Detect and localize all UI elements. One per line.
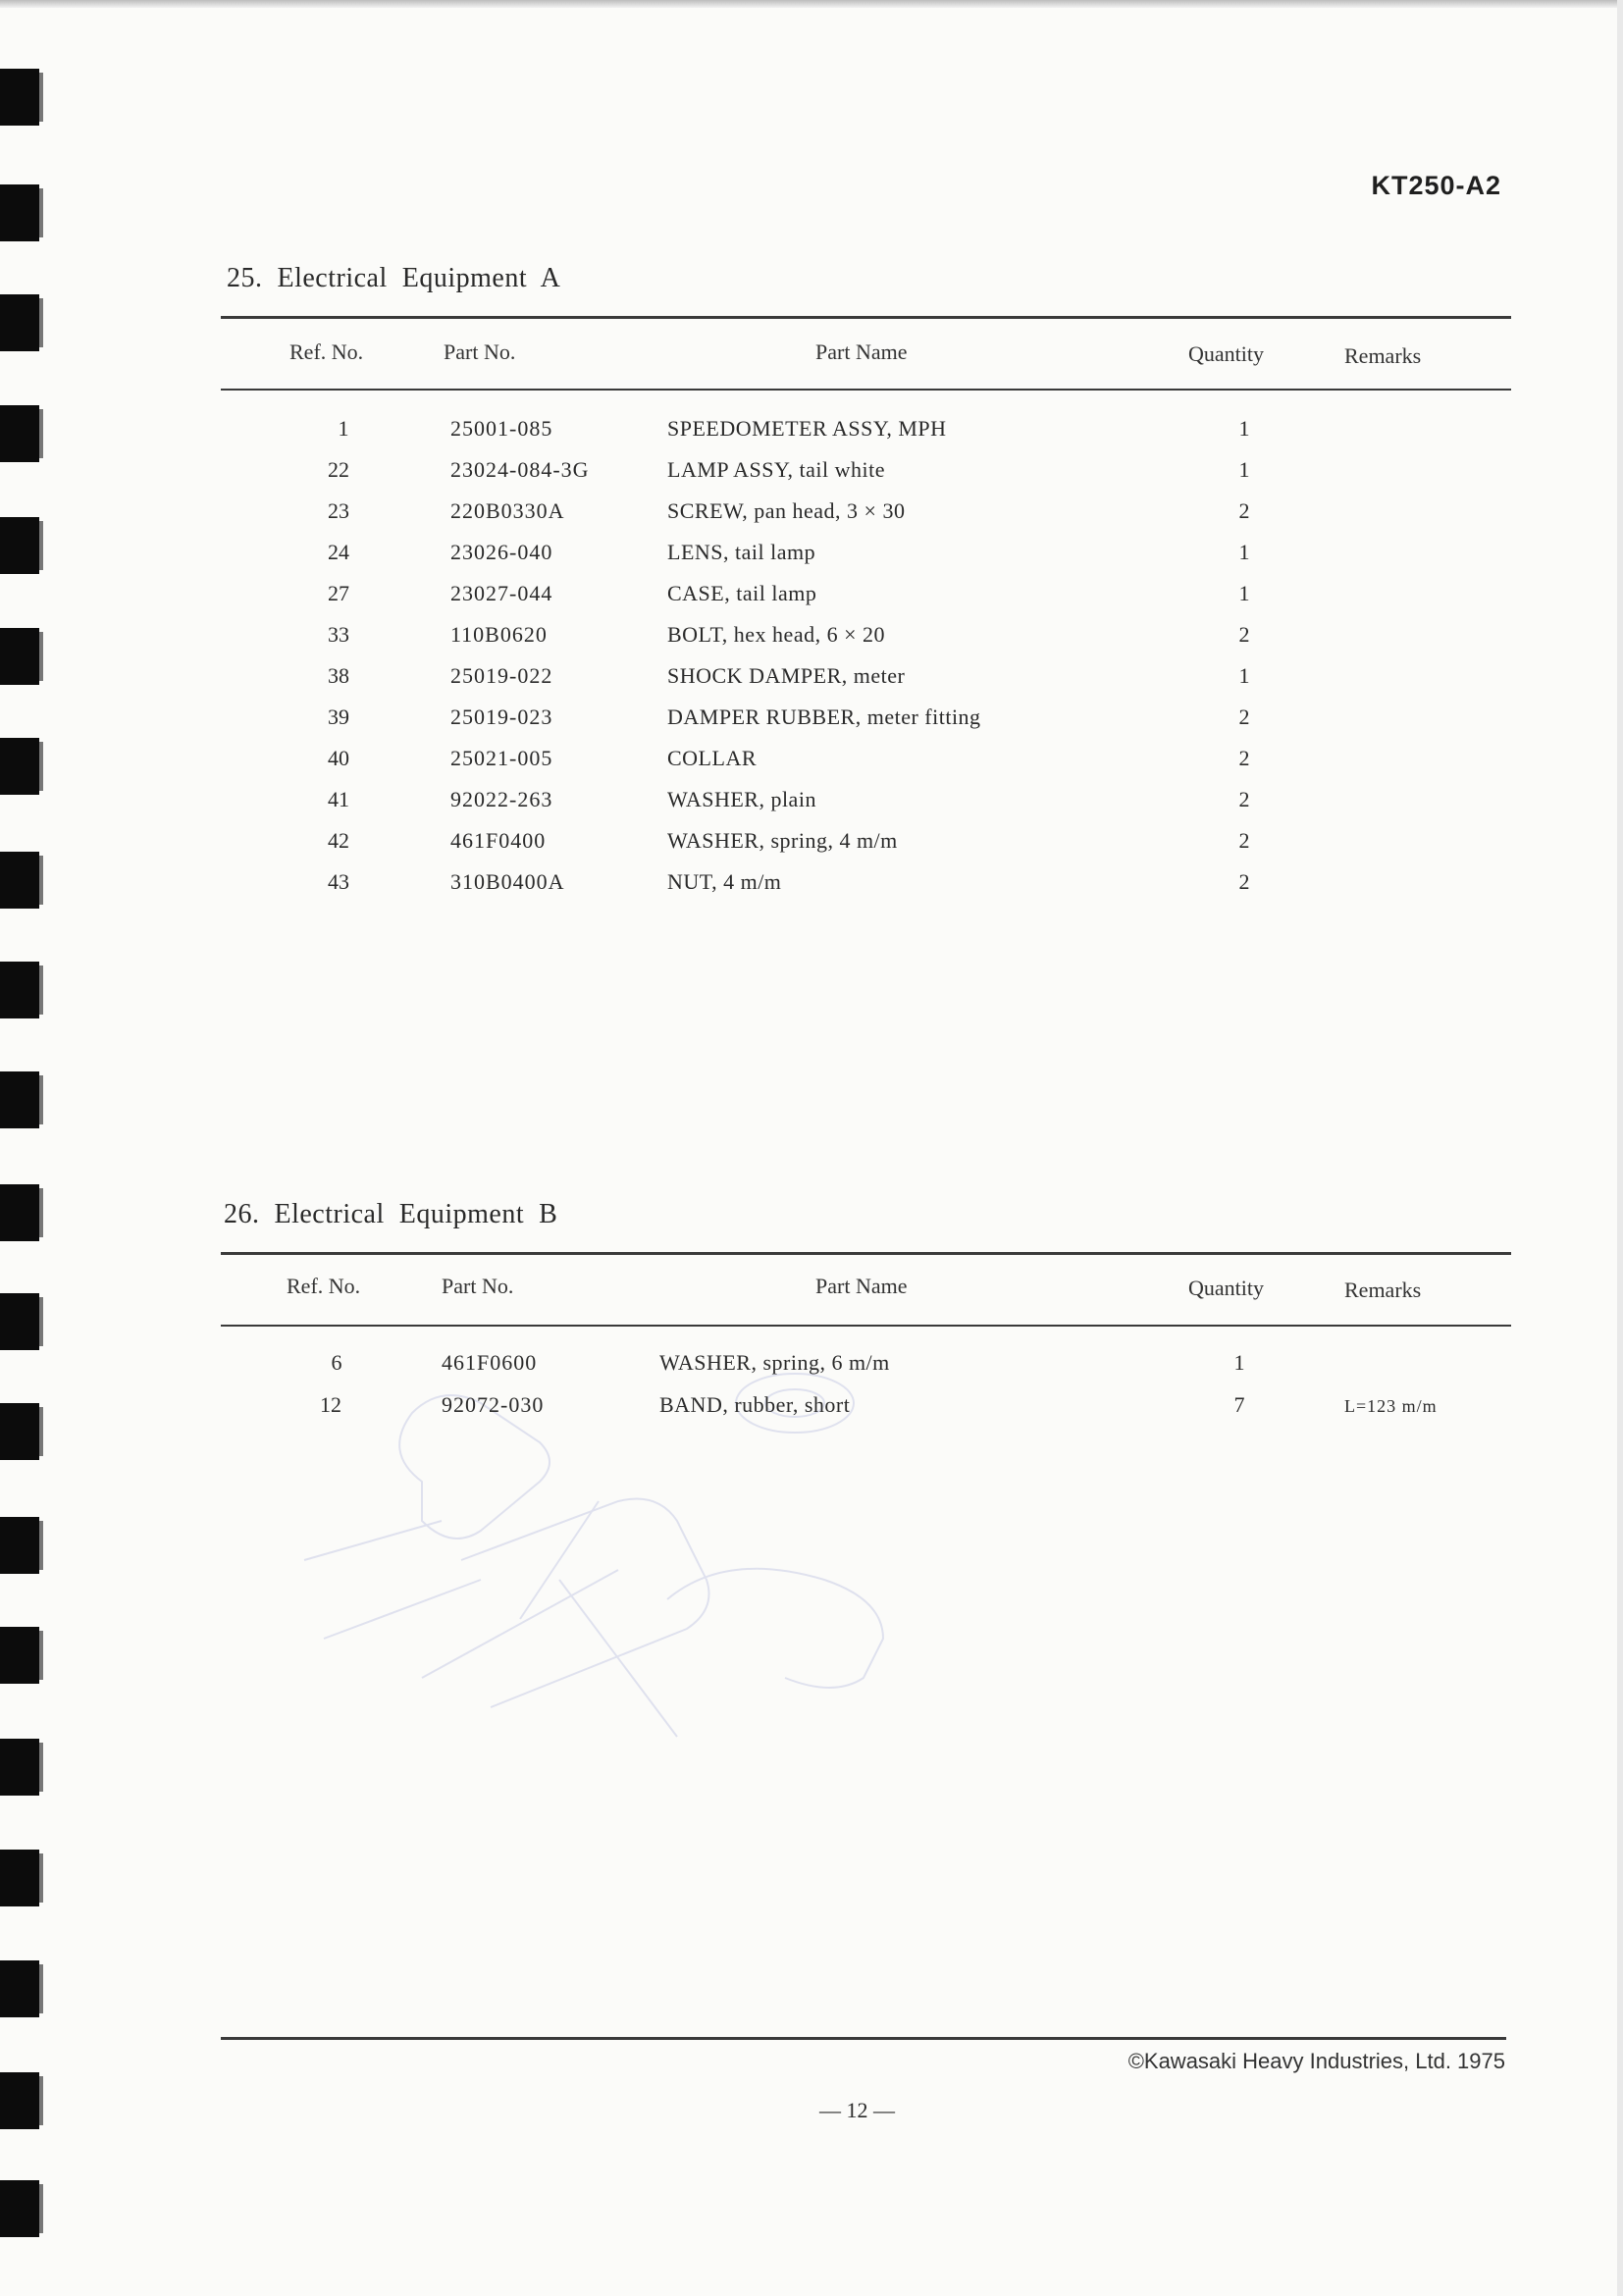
- ref-cell: 1: [338, 416, 349, 441]
- col-part-no-header: Part No.: [442, 1274, 514, 1298]
- part-name-cell: SCREW, pan head, 3 × 30: [667, 498, 906, 523]
- table-top-rule: [221, 1252, 1511, 1255]
- ref-cell: 27: [328, 581, 349, 605]
- ref-cell: 39: [328, 704, 349, 729]
- part-name-cell: NUT, 4 m/m: [667, 869, 782, 894]
- qty-cell: 1: [1238, 581, 1250, 605]
- table-row: [221, 540, 1511, 579]
- col-part-no-header: Part No.: [444, 339, 516, 364]
- ref-cell: 42: [328, 828, 349, 853]
- col-quantity-header: Quantity: [1188, 1276, 1264, 1300]
- part-no-cell: 310B0400A: [450, 869, 565, 894]
- table-row: [221, 1392, 1511, 1432]
- table-row: [221, 663, 1511, 703]
- qty-cell: 2: [1238, 828, 1250, 853]
- col-remarks-header: Remarks: [1344, 1278, 1422, 1302]
- section-electrical-equipment-b: [221, 1191, 1511, 1446]
- table-header-rule: [221, 1325, 1511, 1327]
- qty-cell: 1: [1233, 1350, 1245, 1375]
- ref-cell: 38: [328, 663, 349, 688]
- binding-holes: [0, 0, 59, 2296]
- table-row: [221, 1350, 1511, 1389]
- ref-cell: 12: [320, 1392, 341, 1417]
- model-code: KT250-A2: [1371, 171, 1501, 200]
- qty-cell: 1: [1238, 540, 1250, 564]
- part-no-cell: 23026-040: [450, 540, 553, 564]
- table-row: [221, 704, 1511, 744]
- qty-cell: 2: [1238, 622, 1250, 647]
- col-quantity-header: Quantity: [1188, 341, 1264, 366]
- table-row: [221, 581, 1511, 620]
- part-name-cell: CASE, tail lamp: [667, 581, 817, 605]
- table-row: [221, 746, 1511, 785]
- qty-cell: 1: [1238, 457, 1250, 482]
- table-top-rule: [221, 316, 1511, 319]
- qty-cell: 2: [1238, 746, 1250, 770]
- part-name-cell: WASHER, plain: [667, 787, 816, 811]
- section-title: 25. Electrical Equipment A: [227, 263, 561, 293]
- qty-cell: 1: [1238, 663, 1250, 688]
- col-part-name-header: Part Name: [815, 1274, 908, 1298]
- part-no-cell: 92072-030: [442, 1392, 545, 1417]
- part-no-cell: 23024-084-3G: [450, 457, 590, 482]
- table-row: [221, 457, 1511, 496]
- part-name-cell: DAMPER RUBBER, meter fitting: [667, 704, 981, 729]
- table-row: [221, 869, 1511, 909]
- part-name-cell: LENS, tail lamp: [667, 540, 816, 564]
- qty-cell: 1: [1238, 416, 1250, 441]
- section-title: 26. Electrical Equipment B: [224, 1199, 558, 1229]
- copyright-notice: ©Kawasaki Heavy Industries, Ltd. 1975: [1127, 2049, 1505, 2073]
- part-no-cell: 92022-263: [450, 787, 553, 811]
- part-name-cell: COLLAR: [667, 746, 757, 770]
- part-name-cell: BAND, rubber, short: [659, 1392, 851, 1417]
- part-name-cell: BOLT, hex head, 6 × 20: [667, 622, 885, 647]
- part-no-cell: 461F0600: [442, 1350, 538, 1375]
- ref-cell: 22: [328, 457, 349, 482]
- qty-cell: 2: [1238, 704, 1250, 729]
- part-no-cell: 220B0330A: [450, 498, 565, 523]
- col-ref-header: Ref. No.: [287, 1274, 361, 1298]
- part-name-cell: WASHER, spring, 6 m/m: [659, 1350, 890, 1375]
- part-name-cell: SHOCK DAMPER, meter: [667, 663, 906, 688]
- ref-cell: 41: [328, 787, 349, 811]
- qty-cell: 7: [1233, 1392, 1245, 1417]
- part-no-cell: 25019-022: [450, 663, 553, 688]
- part-name-cell: WASHER, spring, 4 m/m: [667, 828, 898, 853]
- part-no-cell: 25001-085: [450, 416, 553, 441]
- footer-rule: [221, 2037, 1506, 2040]
- qty-cell: 2: [1238, 787, 1250, 811]
- part-no-cell: 23027-044: [450, 581, 553, 605]
- part-name-cell: SPEEDOMETER ASSY, MPH: [667, 416, 947, 441]
- part-no-cell: 25021-005: [450, 746, 553, 770]
- remarks-cell: L=123 m/m: [1344, 1396, 1438, 1416]
- part-no-cell: 25019-023: [450, 704, 553, 729]
- part-name-cell: LAMP ASSY, tail white: [667, 457, 885, 482]
- ref-cell: 43: [328, 869, 349, 894]
- col-remarks-header: Remarks: [1344, 343, 1422, 368]
- qty-cell: 2: [1238, 869, 1250, 894]
- table-row: [221, 498, 1511, 538]
- col-part-name-header: Part Name: [815, 339, 908, 364]
- ref-cell: 33: [328, 622, 349, 647]
- ref-cell: 6: [331, 1350, 342, 1375]
- part-no-cell: 461F0400: [450, 828, 547, 853]
- col-ref-header: Ref. No.: [289, 339, 364, 364]
- ref-cell: 40: [328, 746, 349, 770]
- qty-cell: 2: [1238, 498, 1250, 523]
- table-row: [221, 416, 1511, 455]
- part-no-cell: 110B0620: [450, 622, 548, 647]
- page-number: — 12 —: [819, 2098, 895, 2122]
- ref-cell: 23: [328, 498, 349, 523]
- table-row: [221, 787, 1511, 826]
- table-row: [221, 828, 1511, 867]
- scan-top-edge: [0, 0, 1623, 8]
- scan-right-edge: [1617, 0, 1623, 2296]
- section-electrical-equipment-a: [221, 257, 1511, 905]
- ref-cell: 24: [328, 540, 349, 564]
- table-header-rule: [221, 389, 1511, 391]
- table-row: [221, 622, 1511, 661]
